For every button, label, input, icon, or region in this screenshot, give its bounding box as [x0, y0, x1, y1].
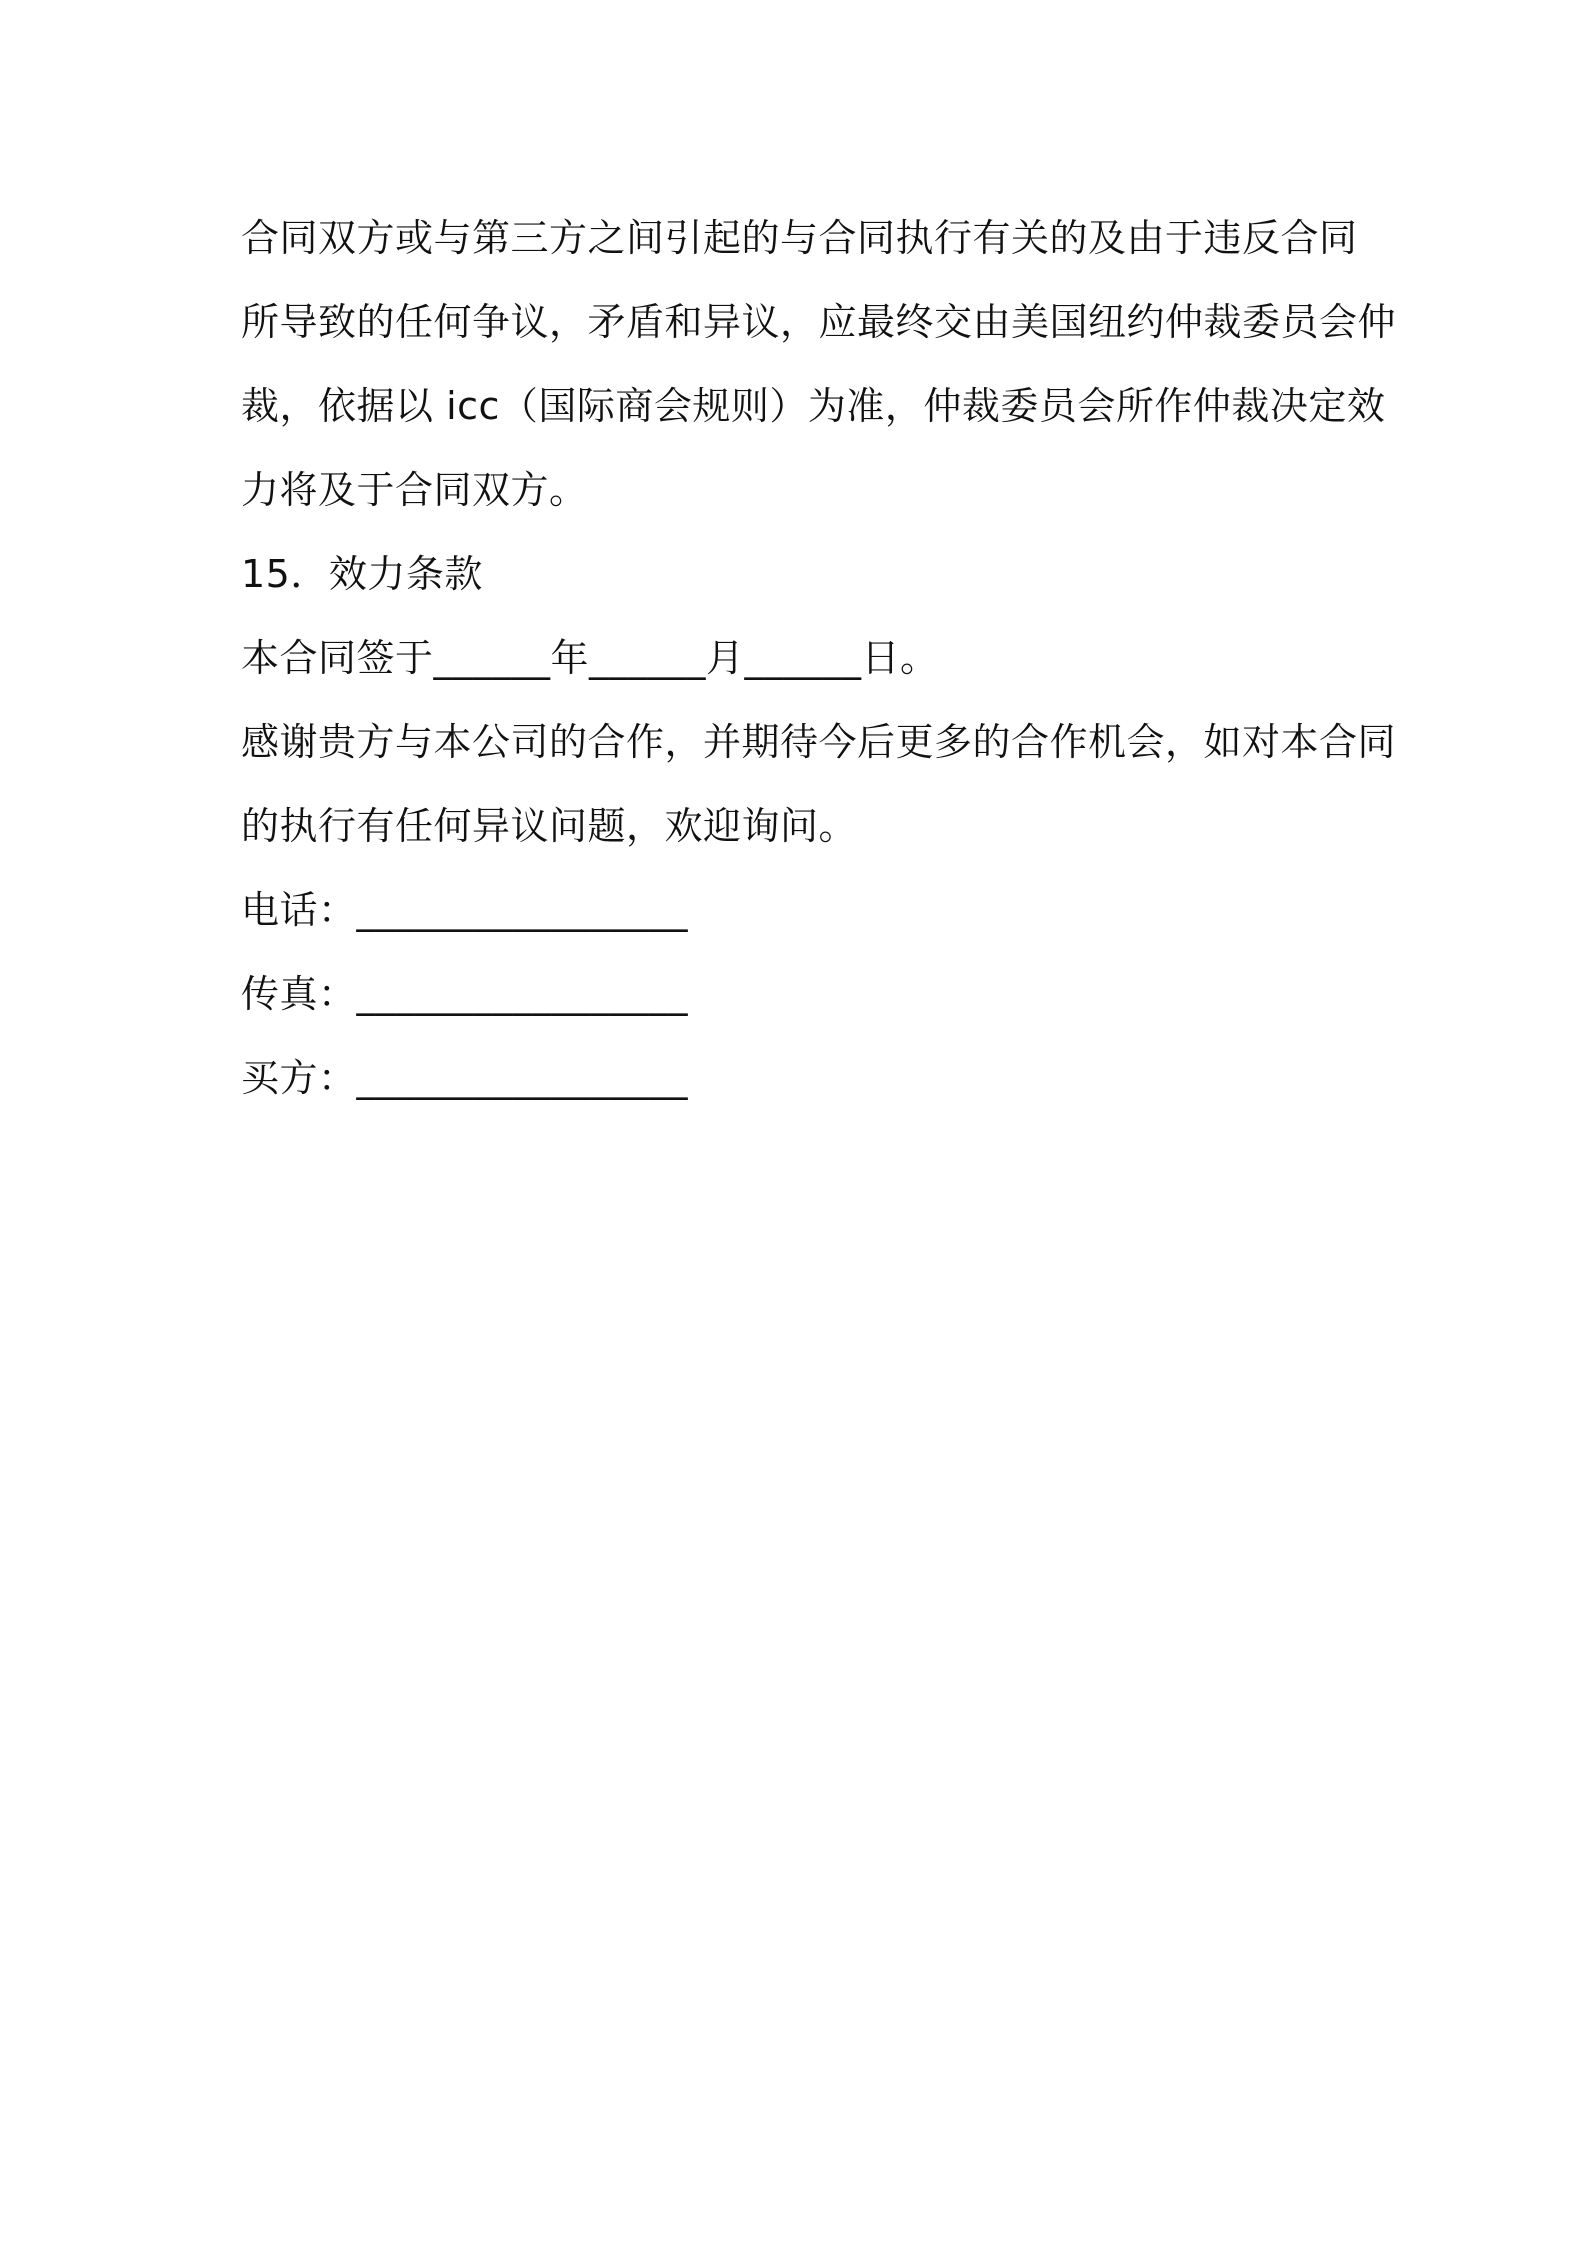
arbitration-text-line-4: 力将及于合同双方。 — [241, 468, 588, 512]
signing-date-line: 本合同签于______年______月______日。 — [241, 636, 939, 680]
buyer-field-line: 买方：_________________ — [241, 1056, 689, 1100]
thanks-text-line-2: 的执行有任何异议问题，欢迎询问。 — [241, 804, 858, 848]
section-heading-effect-clause: 15．效力条款 — [241, 552, 483, 596]
arbitration-text-line-2: 所导致的任何争议，矛盾和异议，应最终交由美国纽约仲裁委员会仲 — [241, 300, 1397, 344]
arbitration-text-line-3: 裁，依据以 icc（国际商会规则）为准，仲裁委员会所作仲裁决定效 — [241, 384, 1386, 428]
phone-field-line: 电话：_________________ — [241, 888, 689, 932]
arbitration-text-line-1: 合同双方或与第三方之间引起的与合同执行有关的及由于违反合同 — [241, 216, 1358, 260]
thanks-text-line-1: 感谢贵方与本公司的合作，并期待今后更多的合作机会，如对本合同 — [241, 720, 1397, 764]
document-body — [241, 196, 1397, 1120]
fax-field-line: 传真：_________________ — [241, 972, 689, 1016]
